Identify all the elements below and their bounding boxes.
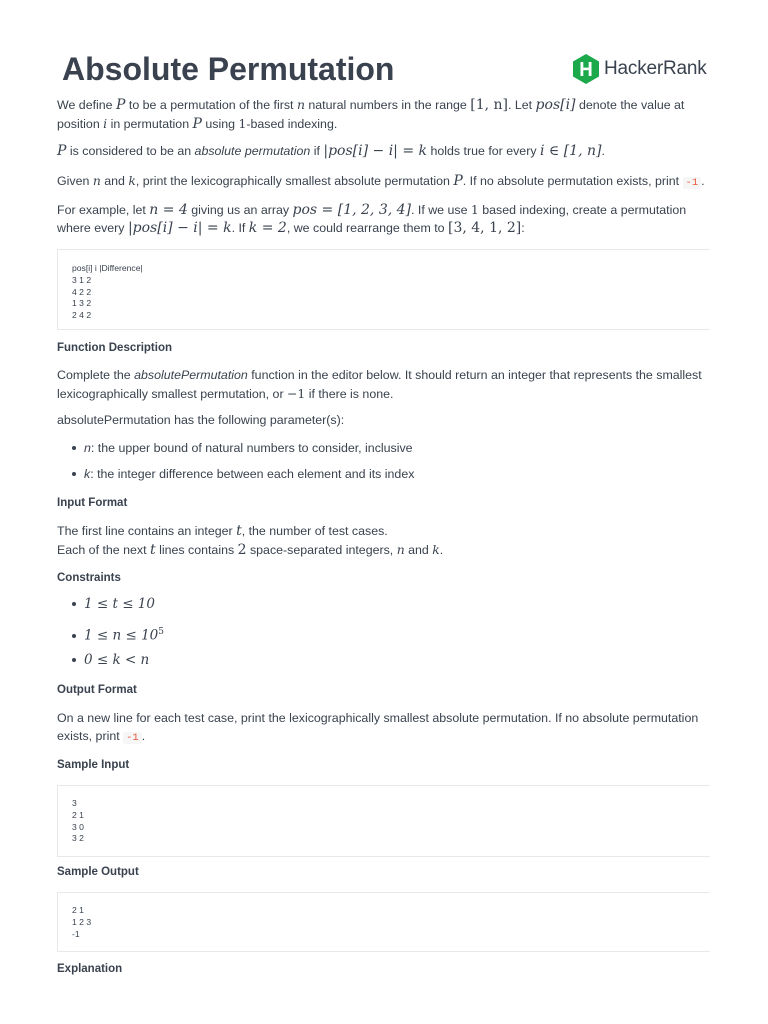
bullet: [72, 602, 76, 606]
param-item-n: n: the upper bound of natural numbers to consider, inclusive: [72, 440, 413, 458]
example-table-text: pos[i] i |Difference| 3 1 2 4 2 2 1 3 2 2 4 2: [72, 263, 143, 321]
explanation-heading: Explanation: [57, 963, 123, 975]
bullet: [72, 472, 76, 476]
hackerrank-hex-icon: [572, 53, 600, 85]
input-format-heading: Input Format: [57, 497, 128, 509]
inline-code: -1: [123, 732, 142, 744]
bullet: [72, 446, 76, 450]
page-title: Absolute Permutation: [62, 51, 395, 87]
constraint-item: 0 ≤ k < n: [72, 652, 149, 670]
input-format-text: The first line contains an integer t, the number of test cases. Each of the next t lines contains 2 space-separated integers, n and k.: [57, 523, 444, 558]
sample-output-block: [57, 892, 710, 952]
hackerrank-logo[interactable]: [572, 52, 707, 86]
bullet: [72, 658, 76, 662]
sample-output-heading: Sample Output: [57, 866, 139, 878]
constraint-item: 1 ≤ t ≤ 10: [72, 596, 155, 614]
sample-output-text: 2 1 1 2 3 -1: [72, 905, 92, 939]
parameters-intro: absolutePermutation has the following parameter(s):: [57, 413, 345, 427]
output-format-text: On a new line for each test case, print the lexicographically smallest absolute permutation. If no absolute permutation exists, print -1 .: [57, 711, 699, 744]
function-description-heading: Function Description: [57, 342, 172, 354]
given-paragraph: Given n and k, print the lexicographically smallest absolute permutation P. If no absolute permutation exists, print -1 .: [57, 173, 705, 189]
example-paragraph: For example, let n = 4 giving us an array pos = [1, 2, 3, 4]. If we use 1 based indexing, create a permutation where every |pos[i] − i| = k. If k = 2, we could rearrange them to [3, 4, 1, 2]:: [57, 202, 687, 236]
sample-input-text: 3 2 1 3 0 3 2: [72, 798, 84, 844]
bullet: [72, 634, 76, 638]
brand-name: HackerRank: [604, 58, 707, 80]
intro-paragraph: We define P to be a permutation of the first n natural numbers in the range [1, n]. Let pos[i] denote the value at position i in permutation P using 1-based indexing.: [57, 97, 685, 132]
param-item-k: k: the integer difference between each element and its index: [72, 466, 414, 484]
constraints-heading: Constraints: [57, 572, 121, 584]
example-code-block: [57, 249, 710, 330]
function-description-text: Complete the absolutePermutation function in the editor below. It should return an integer that represents the smallest lexicographically smallest permutation, or −1 if there is none.: [57, 368, 702, 401]
definition-paragraph: P is considered to be an absolute permutation if |pos[i] − i| = k holds true for every i ∈ [1, n].: [57, 143, 605, 159]
sample-input-block: [57, 785, 710, 857]
output-format-heading: Output Format: [57, 684, 137, 696]
sample-input-heading: Sample Input: [57, 759, 130, 771]
inline-code: -1: [683, 177, 702, 189]
constraint-item: $1 \le n \le 10^5$: [72, 624, 164, 645]
